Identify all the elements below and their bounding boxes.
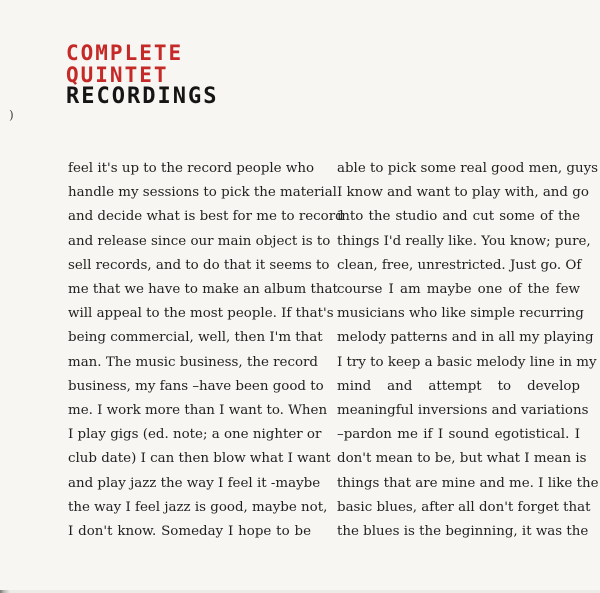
text-line: clean, free, unrestricted. Just go. Of [337, 257, 582, 273]
title-line-quintet: QUINTET [66, 63, 169, 87]
text-line: things that are mine and me. I like the [337, 475, 599, 491]
title-line-recordings: RECORDINGS [66, 84, 219, 109]
text-line: I know and want to play with, and go [337, 185, 589, 201]
text-line: and play jazz the way I feel it -maybe [68, 475, 321, 491]
text-line: me that we have to make an album that [68, 282, 338, 298]
text-line: able to pick some real good men, guys [337, 161, 599, 176]
left-text-column [68, 157, 344, 544]
text-line: feel it's up to the record people who [68, 161, 315, 176]
text-line: being commercial, well, then I'm that [68, 330, 323, 346]
text-line: –pardon me if I sound egotistical. I [337, 427, 580, 443]
margin-mark: ) [9, 108, 14, 122]
text-line: and decide what is best for me to record [68, 209, 344, 225]
right-text-column [337, 157, 599, 544]
text-line: will appeal to the most people. If that's [68, 306, 334, 322]
text-line: me. I work more than I want to. When [68, 403, 328, 419]
text-line: and release since our main object is to [68, 233, 331, 249]
text-line: things I'd really like. You know; pure, [337, 233, 591, 249]
text-line: basic blues, after all don't forget that [337, 499, 591, 515]
text-line: I don't know. Someday I hope to be [68, 524, 311, 540]
text-line: into the studio and cut some of the [337, 209, 580, 225]
text-line: meaningful inversions and variations [337, 403, 589, 419]
title-block [66, 42, 218, 108]
title-line-complete: COMPLETE [66, 41, 184, 65]
text-line: course I am maybe one of the few [337, 282, 580, 298]
text-line: sell records, and to do that it seems to [68, 257, 330, 273]
text-line: I play gigs (ed. note; a one nighter or [68, 427, 322, 443]
text-line: melody patterns and in all my playing [337, 330, 594, 346]
text-line: don't mean to be, but what I mean is [337, 451, 587, 467]
text-line: I try to keep a basic melody line in my [337, 354, 597, 370]
text-line: mind and attempt to develop [337, 378, 580, 394]
text-line: handle my sessions to pick the material [68, 185, 337, 201]
text-line: business, my fans –have been good to [68, 378, 324, 394]
text-line: club date) I can then blow what I want [68, 451, 331, 467]
text-line: the blues is the beginning, it was the [337, 524, 589, 540]
text-line: man. The music business, the record [68, 354, 318, 370]
text-line: musicians who like simple recurring [337, 306, 584, 322]
text-line: the way I feel jazz is good, maybe not, [68, 499, 328, 515]
